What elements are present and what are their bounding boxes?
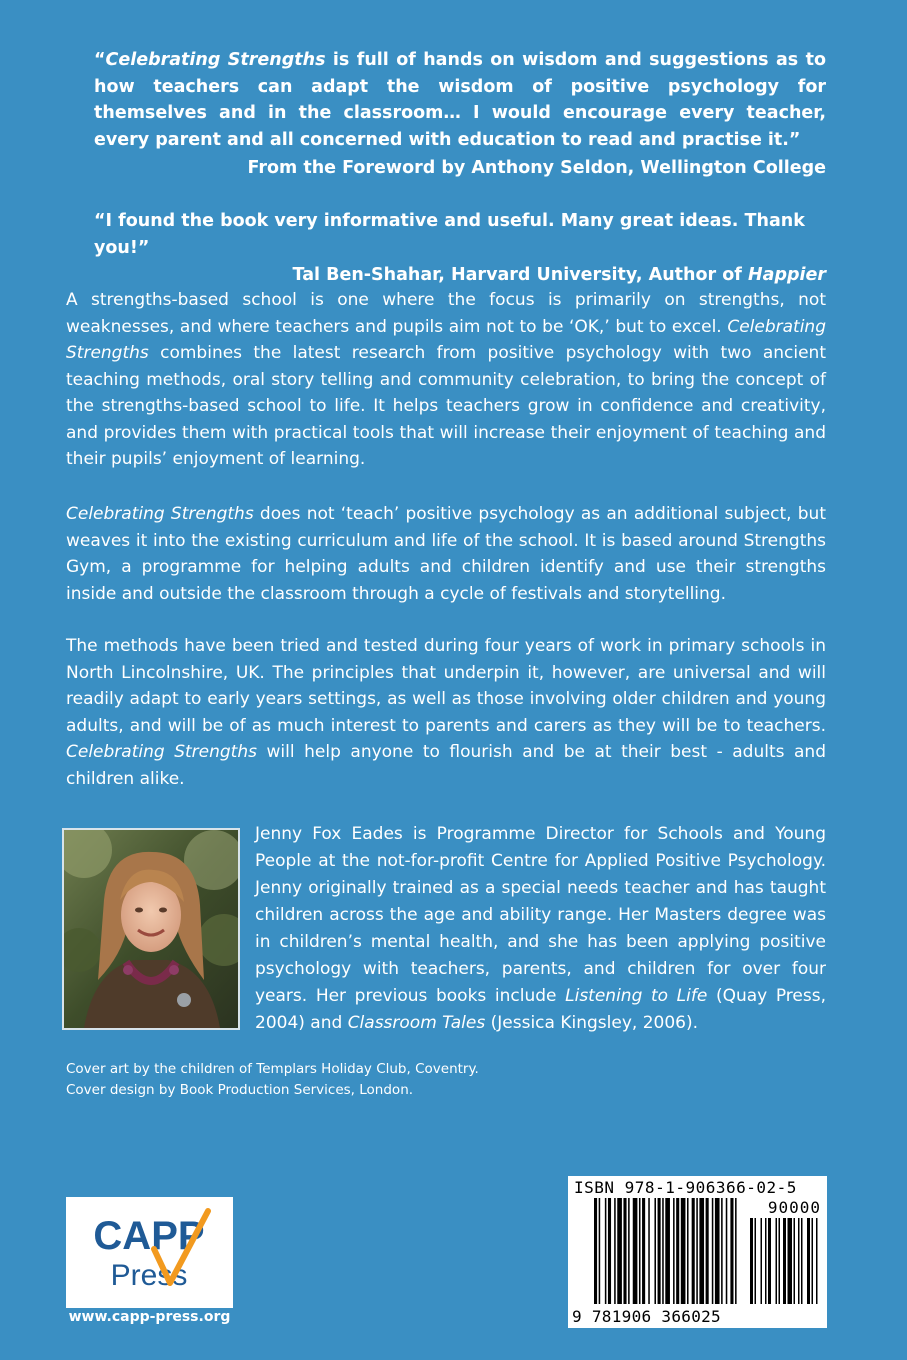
barcode-addon-bar <box>801 1218 803 1304</box>
publisher-url[interactable]: www.capp-press.org <box>68 1309 231 1325</box>
barcode-addon-bar <box>755 1218 757 1304</box>
barcode-addon-bar <box>776 1218 778 1304</box>
barcode-bar <box>706 1198 709 1304</box>
barcode-addon-bar <box>768 1218 771 1304</box>
isbn-barcode <box>568 1176 827 1328</box>
foreword-quote-text: “Celebrating Strengths is full of hands on wisdom and suggestions as to how teachers can adapt the wisdom of positive psychology for themselves and in the classroom… I would encourage every teacher, every parent and all concerned with education to read and practise it.” <box>94 50 827 150</box>
barcode-addon-bar <box>761 1218 763 1304</box>
cover-art-credit: Cover art by the children of Templars Holiday Club, Coventry. <box>66 1061 479 1077</box>
barcode-bar <box>605 1198 607 1304</box>
ean-digits: 9 781906 366025 <box>572 1307 721 1326</box>
barcode-bar <box>614 1198 616 1304</box>
publisher-logo <box>66 1197 233 1308</box>
barcode-bar <box>623 1198 626 1304</box>
barcode-bar <box>699 1198 704 1304</box>
barcode-bar <box>648 1198 650 1304</box>
barcode-bar <box>712 1198 714 1304</box>
barcode-bar <box>665 1198 670 1304</box>
capp-press-logo-image <box>66 1197 233 1308</box>
cover-design-credit: Cover design by Book Production Services, London. <box>66 1082 414 1098</box>
barcode-bar <box>676 1198 679 1304</box>
logo-press-text: Press <box>110 1259 188 1292</box>
foreword-attribution: From the Foreword by Anthony Seldon, Wellington College <box>247 158 826 178</box>
barcode-bars <box>568 1176 827 1328</box>
price-code: 90000 <box>767 1198 821 1217</box>
barcode-bar <box>642 1198 645 1304</box>
foreword-quote <box>94 47 826 182</box>
barcode-bar <box>633 1198 638 1304</box>
barcode-bar <box>599 1198 601 1304</box>
barcode-addon-bar <box>816 1218 818 1304</box>
barcode-bar <box>735 1198 737 1304</box>
barcode-addon-bar <box>783 1218 786 1304</box>
barcode-bar <box>696 1198 698 1304</box>
barcode-bar <box>662 1198 664 1304</box>
author-photo <box>62 828 240 1030</box>
isbn-label: ISBN 978-1-906366-02-5 <box>574 1178 797 1197</box>
description-paragraph-2: Celebrating Strengths does not ‘teach’ positive psychology as an additional subject, but weaves it into the existing curriculum and life of the school. It is based around Strengths Gym, a programme for helping adults and children identify and use their strengths inside and outside the classroom through a cycle of festivals and storytelling. <box>66 504 826 604</box>
barcode-addon-bar <box>794 1218 796 1304</box>
author-bio: Jenny Fox Eades is Programme Director for Schools and Young People at the not-for-profit Centre for Applied Positive Psychology. Jenny originally trained as a special needs teacher and has taught children across the age and ability range. Her Masters degree was in children’s mental health, and she has been applying positive psychology with teachers, parents, and children for over four years. Her previous books include Listening to Life (Quay Press, 2004) and Classroom Tales (Jessica Kingsley, 2006). <box>255 824 826 1033</box>
barcode-bar <box>687 1198 689 1304</box>
barcode-addon-bar <box>812 1218 814 1304</box>
endorsement-quote <box>94 208 826 289</box>
barcode-addon-bar <box>798 1218 800 1304</box>
barcode-bar <box>658 1198 661 1304</box>
barcode-addon-bar <box>779 1218 781 1304</box>
barcode-bar <box>730 1198 733 1304</box>
barcode-bar <box>628 1198 630 1304</box>
barcode-addon-bar <box>765 1218 767 1304</box>
description-paragraph-3: The methods have been tried and tested during four years of work in primary schools in North Lincolnshire, UK. The principles that underpin it, however, are universal and will readily adapt to early years settings, as well as those involving older children and young adults, and will be of as much interest to parents and carers as they will be to teachers. Celebrating Strengths will help anyone to flourish and be at their best - adults and children alike. <box>66 636 826 789</box>
barcode-bar <box>594 1198 597 1304</box>
barcode-bar <box>715 1198 720 1304</box>
cover-credits <box>66 1059 479 1101</box>
barcode-addon-bar <box>788 1218 793 1304</box>
barcode-bar <box>681 1198 686 1304</box>
barcode-bar <box>617 1198 622 1304</box>
barcode-bar <box>639 1198 641 1304</box>
logo-capp-text: CAPP <box>93 1214 205 1258</box>
barcode-addon-bar <box>807 1218 810 1304</box>
endorsement-attribution: Tal Ben-Shahar, Harvard University, Author of Happier <box>292 265 826 285</box>
barcode-bar <box>673 1198 675 1304</box>
barcode-bar <box>608 1198 611 1304</box>
endorsement-text: “I found the book very informative and useful. Many great ideas. Thank you!” <box>94 211 805 258</box>
description-paragraph-1: A strengths-based school is one where the focus is primarily on strengths, not weaknesses, and where teachers and pupils aim not to be ‘OK,’ but to excel. Celebrating Strengths combines the latest research from positive psychology with two ancient teaching methods, oral story telling and community celebration, to bring the concept of the strengths-based school to life. It helps teachers grow in confidence and creativity, and provides them with practical tools that will increase their enjoyment of teaching and their pupils’ enjoyment of learning. <box>66 290 826 469</box>
barcode-bar <box>726 1198 728 1304</box>
barcode-addon-bar <box>750 1218 753 1304</box>
barcode-bar <box>692 1198 695 1304</box>
barcode-bar <box>721 1198 723 1304</box>
barcode-bar <box>654 1198 656 1304</box>
author-portrait-image <box>64 830 238 1028</box>
